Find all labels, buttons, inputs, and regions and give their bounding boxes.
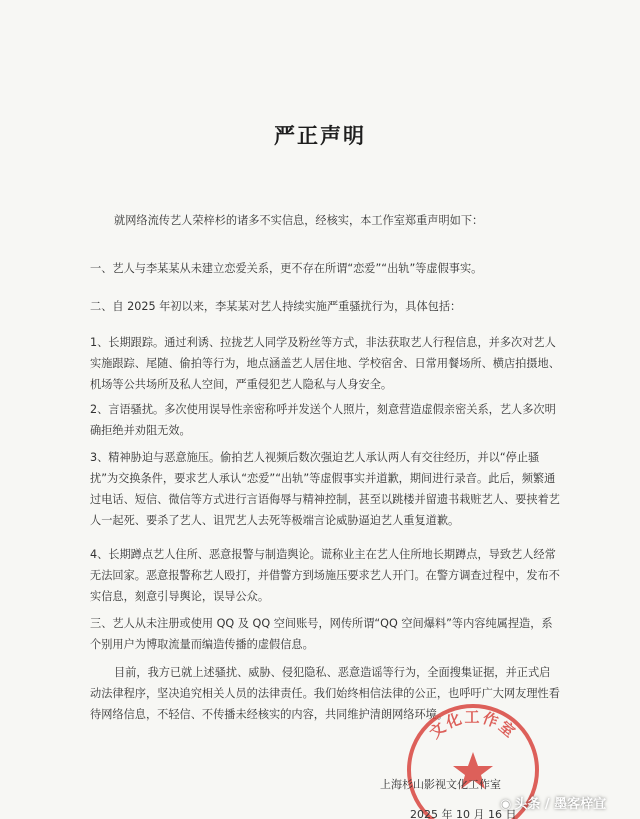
seal-text: 文化工作室 — [426, 708, 520, 743]
harassment-item-4: 4、长期蹲点艺人住所、恶意报警与制造舆论。谎称业主在艺人住所地长期蹲点，导致艺人经常无法回家。恶意报警称艺人殴打，并借警方到场施压要求艺人开门。在警方调查过程中，发布不实信息，刻意引导舆论，误导公众。 — [90, 548, 560, 603]
signature-studio: 上海杉山影视文化工作室 — [380, 778, 501, 791]
harassment-item-2: 2、言语骚扰。多次使用误导性亲密称呼并发送个人照片，刻意营造虚假亲密关系，艺人多次明确拒绝并劝阻无效。 — [90, 403, 556, 437]
document-title: 严正声明 — [274, 123, 366, 148]
signature-date: 2025 年 10 月 16 日 — [410, 808, 517, 819]
watermark-logo-icon: ◉ — [500, 797, 512, 812]
watermark — [500, 793, 606, 812]
statement-paragraph-3: 三、艺人从未注册或使用 QQ 及 QQ 空间账号，网传所谓“QQ 空间爆料”等内容纯属捏造，系个别用户为博取流量而编造传播的虚假信息。 — [90, 617, 553, 651]
intro-paragraph: 就网络流传艺人荣梓杉的诸多不实信息，经核实，本工作室郑重声明如下： — [114, 214, 484, 227]
statement-paragraph-2: 二、自 2025 年初以来，李某某对艺人持续实施严重骚扰行为，具体包括： — [90, 300, 462, 313]
harassment-item-3: 3、精神胁迫与恶意施压。偷拍艺人视频后数次强迫艺人承认两人有交往经历，并以“停止骚扰”为交换条件，要求艺人承认“恋爱”“出轨”等虚假事实并道歉，期间进行录音。此后，频繁通过电话、短信、微信等方式进行言语侮辱与精神控制，甚至以跳楼并留遗书栽赃艺人、要挟着艺人一起死、要杀了艺人、诅咒艺人去死等极端言论威胁逼迫艺人重复道歉。 — [90, 451, 560, 527]
harassment-item-1: 1、长期跟踪。通过利诱、拉拢艺人同学及粉丝等方式，非法获取艺人行程信息，并多次对艺人实施跟踪、尾随、偷拍等行为，地点涵盖艺人居住地、学校宿舍、日常用餐场所、横店拍摄地、机场等公共场所及私人空间，严重侵犯艺人隐私与人身安全。 — [90, 336, 560, 391]
statement-paragraph-1: 一、艺人与李某某从未建立恋爱关系，更不存在所谓“恋爱”“出轨”等虚假事实。 — [90, 262, 483, 275]
watermark-text: 头条 / 墨客梓宜 — [514, 797, 607, 812]
closing-paragraph: 目前，我方已就上述骚扰、威胁、侵犯隐私、恶意造谣等行为，全面搜集证据，并正式启动法律程序，坚决追究相关人员的法律责任。我们始终相信法律的公正，也呼吁广大网友理性看待网络信息，不轻信、不传播未经核实的内容，共同维护清朗网络环境。 — [90, 666, 560, 721]
